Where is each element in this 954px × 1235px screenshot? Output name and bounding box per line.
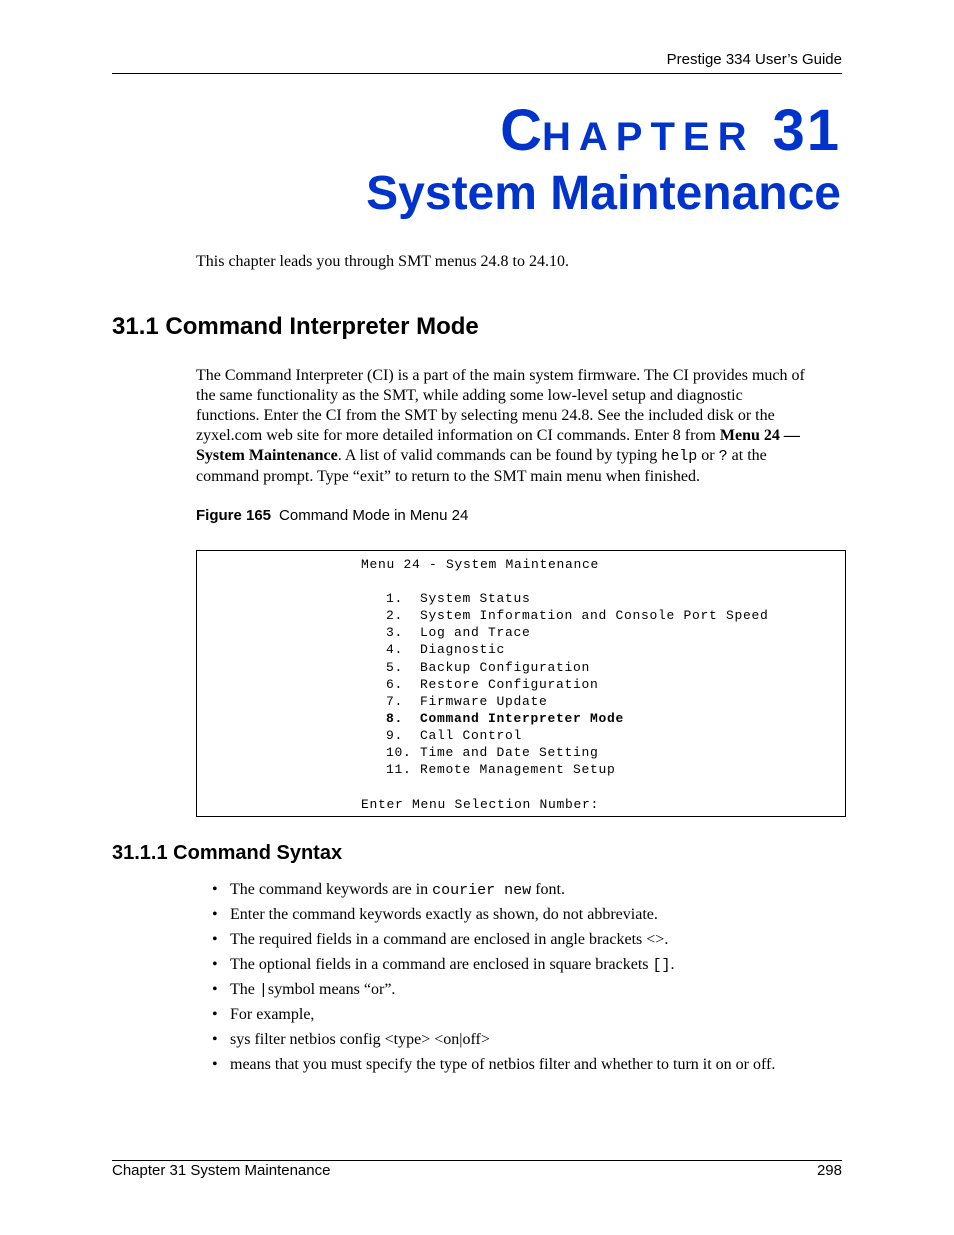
chapter-label-rest: HAPTER — [542, 115, 755, 159]
bullet-text: The required fields in a command are enclosed in angle brackets <>. — [230, 931, 669, 948]
menu-title: Menu 24 - System Maintenance — [361, 557, 600, 572]
bullet-marker: • — [212, 906, 218, 923]
bullet-marker: • — [212, 881, 218, 898]
font-name-code: courier new — [432, 882, 532, 899]
paragraph-line: functions. Enter the CI from the SMT by selecting menu 24.8. See the included disk or the — [196, 407, 775, 424]
bullet-marker: • — [212, 956, 218, 973]
smt-menu-screen — [196, 550, 846, 817]
bullet-text: The optional fields in a command are enclosed in square brackets — [230, 956, 653, 973]
bullet-text: means that you must specify the type of netbios filter and whether to turn it on or off. — [230, 1056, 776, 1073]
bullet-item — [212, 930, 668, 950]
bullet-marker: • — [212, 1031, 218, 1048]
bullet-item — [212, 980, 395, 1001]
bullet-item — [212, 880, 565, 901]
menu-item: 9. Call Control — [386, 728, 523, 743]
ci-description-paragraph — [196, 366, 846, 487]
paragraph-line — [196, 446, 846, 467]
paragraph-line — [196, 426, 846, 446]
chapter-label — [500, 96, 841, 172]
chapter-label-initial: C — [500, 98, 543, 163]
menu-item: 4. Diagnostic — [386, 642, 506, 657]
chapter-title: System Maintenance — [366, 167, 841, 220]
bullet-text: The command keywords are in — [230, 881, 433, 898]
paragraph-text: or — [697, 447, 719, 464]
bullet-text: For example, — [230, 1006, 315, 1023]
chapter-number: 31 — [772, 98, 841, 163]
paragraph-line: the same functionality as the SMT, while adding some low-level setup and diagnostic — [196, 387, 743, 404]
paragraph-text: at the — [727, 447, 767, 464]
menu-item: 10. Time and Date Setting — [386, 745, 599, 760]
menu-item: 3. Log and Trace — [386, 625, 531, 640]
paragraph-text: . A list of valid commands can be found by typing — [337, 447, 662, 464]
bullet-item — [212, 1005, 314, 1025]
help-command-code: help — [661, 448, 698, 465]
bullet-text: sys filter netbios config <type> <on|off> — [230, 1031, 490, 1048]
bullet-item — [212, 1030, 490, 1050]
bullet-text: Enter the command keywords exactly as shown, do not abbreviate. — [230, 906, 658, 923]
bullet-marker: • — [212, 1056, 218, 1073]
menu-item: 7. Firmware Update — [386, 694, 548, 709]
section-heading-31-1-1: 31.1.1 Command Syntax — [112, 842, 343, 864]
menu-reference-bold: System Maintenance — [196, 447, 338, 464]
page-number: 298 — [816, 1162, 842, 1179]
pipe-symbol-code: | — [258, 982, 268, 999]
menu-item: 1. System Status — [386, 591, 531, 606]
footer-chapter-title: Chapter 31 System Maintenance — [112, 1162, 331, 1179]
figure-label: Figure 165 — [196, 507, 272, 524]
menu-item: 11. Remote Management Setup — [386, 762, 616, 777]
paragraph-line: The Command Interpreter (CI) is a part of the main system firmware. The CI provides much of — [196, 367, 805, 384]
section-heading-31-1: 31.1 Command Interpreter Mode — [112, 313, 479, 340]
bullet-text: The — [230, 981, 259, 998]
paragraph-text: zyxel.com web site for more detailed information on CI commands. Enter 8 from — [196, 427, 720, 444]
running-header-title: Prestige 334 User’s Guide — [666, 51, 842, 68]
intro-paragraph: This chapter leads you through SMT menus 24.8 to 24.10. — [196, 253, 569, 270]
square-brackets-code: [] — [652, 957, 671, 974]
bullet-marker: • — [212, 1006, 218, 1023]
paragraph-line: command prompt. Type “exit” to return to the SMT main menu when finished. — [196, 468, 700, 485]
menu-reference-bold: Menu 24 — — [719, 427, 800, 444]
menu-item: 6. Restore Configuration — [386, 677, 599, 692]
figure-caption-text: Command Mode in Menu 24 — [279, 507, 469, 524]
figure-caption — [196, 507, 468, 524]
bullet-text: . — [670, 956, 675, 973]
bullet-marker: • — [212, 981, 218, 998]
menu-item: 2. System Information and Console Port Speed — [386, 608, 769, 623]
footer-divider — [112, 1160, 842, 1161]
bullet-item — [212, 955, 675, 976]
menu-prompt: Enter Menu Selection Number: — [361, 797, 600, 812]
question-command-code: ? — [718, 448, 728, 465]
menu-item: 5. Backup Configuration — [386, 660, 591, 675]
menu-item-selected: 8. Command Interpreter Mode — [386, 711, 625, 726]
bullet-text: font. — [531, 881, 565, 898]
header-divider — [112, 73, 842, 74]
bullet-text: symbol means “or”. — [267, 981, 396, 998]
bullet-item — [212, 905, 658, 925]
bullet-item — [212, 1055, 775, 1075]
bullet-marker: • — [212, 931, 218, 948]
